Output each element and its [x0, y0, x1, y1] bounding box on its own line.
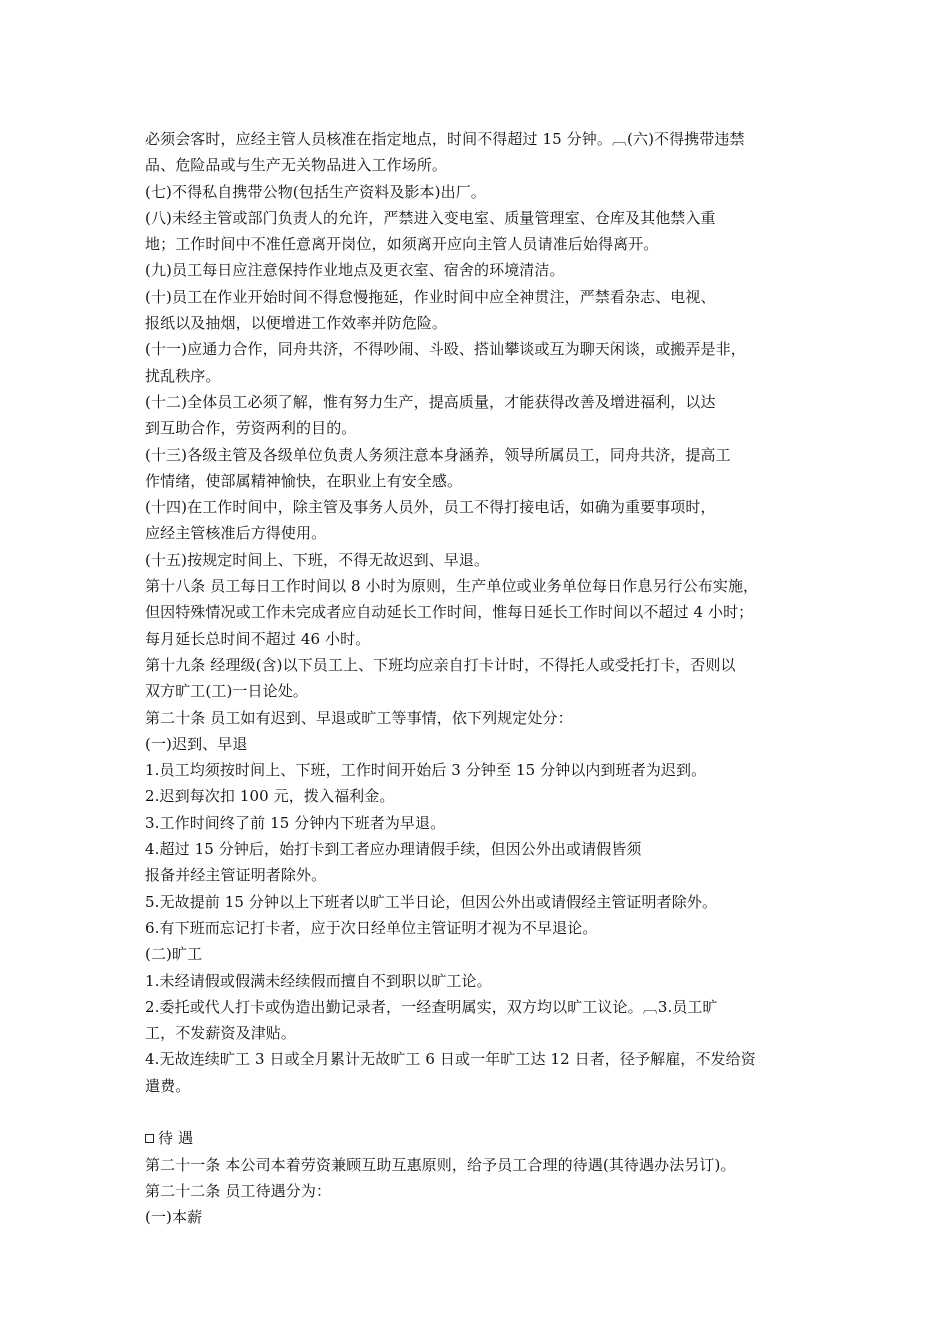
checkbox-square-icon	[145, 1134, 154, 1143]
text-line: 1.未经请假或假满未经续假而擅自不到职以旷工论。	[145, 971, 492, 990]
text-line: 到互助合作，劳资两利的目的。	[145, 419, 357, 438]
text-line: 双方旷工(工)一日论处。	[145, 682, 308, 701]
text-line: 报纸以及抽烟，以便增进工作效率并防危险。	[145, 314, 448, 333]
text-line: (十一)应通力合作，同舟共济，不得吵闹、斗殴、搭讪攀谈或互为聊天闲谈，或搬弄是非，	[145, 340, 746, 359]
treatment-block	[145, 1152, 825, 1231]
text-line: 必须会客时，应经主管人员核准在指定地点，时间不得超过 15 分钟。︹(六)不得携带违禁	[145, 130, 745, 148]
text-line: 2.迟到每次扣 100 元，拨入福利金。	[145, 787, 395, 806]
text-line: 4.无故连续旷工 3 日或全月累计无故旷工 6 日或一年旷工达 12 日者，径予解雇，不发给资	[145, 1050, 756, 1069]
text-line: 6.有下班而忘记打卡者，应于次日经单位主管证明才视为不早退论。	[145, 918, 598, 937]
text-line: (九)员工每日应注意保持作业地点及更衣室、宿舍的环境清洁。	[145, 261, 565, 280]
text-line: (十四)在工作时间中，除主管及事务人员外，员工不得打接电话，如确为重要事项时，	[145, 498, 716, 517]
section-heading-text: 待 遇	[158, 1129, 194, 1148]
text-line: 3.工作时间终了前 15 分钟内下班者为早退。	[145, 813, 446, 832]
text-line: (七)不得私自携带公物(包括生产资料及影本)出厂。	[145, 182, 486, 201]
text-line: (八)未经主管或部门负责人的允许，严禁进入变电室、质量管理室、仓库及其他禁入重	[145, 208, 716, 227]
text-line: 遣费。	[145, 1076, 191, 1095]
text-line: 扰乱秩序。	[145, 366, 221, 385]
text-line: (一)本薪	[145, 1208, 203, 1227]
text-line: 2.委托或代人打卡或伪造出勤记录者，一经查明属实，双方均以旷工议论。︹3.员工旷	[145, 997, 718, 1016]
rules-block	[145, 126, 825, 1099]
text-line: 工，不发薪资及津贴。	[145, 1024, 297, 1043]
text-line: 作情绪，使部属精神愉快，在职业上有安全感。	[145, 471, 463, 490]
text-line: (一)迟到、早退	[145, 734, 248, 753]
text-line: 第十九条 经理级(含)以下员工上、下班均应亲自打卡计时，不得托人或受托打卡，否则以	[145, 655, 736, 674]
text-line: 第二十一条 本公司本着劳资兼顾互助互惠原则，给予员工合理的待遇(其待遇办法另订)。	[145, 1155, 736, 1174]
text-line: 第二十条 员工如有迟到、早退或旷工等事情，依下列规定处分：	[145, 708, 573, 727]
text-line: 报备并经主管证明者除外。	[145, 866, 327, 885]
text-line: 每月延长总时间不超过 46 小时。	[145, 629, 371, 648]
text-line: 1.员工均须按时间上、下班，工作时间开始后 3 分钟至 15 分钟以内到班者为迟到。	[145, 761, 707, 780]
text-line: (十二)全体员工必须了解，惟有努力生产，提高质量，才能获得改善及增进福利，以达	[145, 392, 716, 411]
text-line: 第二十二条 员工待遇分为：	[145, 1181, 332, 1200]
text-line: (十五)按规定时间上、下班，不得无故迟到、早退。	[145, 550, 490, 569]
text-line: 但因特殊情况或工作未完成者应自动延长工作时间，惟每日延长工作时间以不超过 4 小时；	[145, 603, 754, 622]
section-heading	[145, 1125, 825, 1151]
paragraph-gap	[145, 1099, 825, 1125]
text-line: 4.超过 15 分钟后，始打卡到工者应办理请假手续，但因公外出或请假皆须	[145, 840, 642, 859]
text-line: (十三)各级主管及各级单位负责人务须注意本身涵养，领导所属员工，同舟共济，提高工	[145, 445, 731, 464]
text-line: (十)员工在作业开始时间不得怠慢拖延，作业时间中应全神贯注，严禁看杂志、电视、	[145, 287, 716, 306]
text-line: 应经主管核准后方得使用。	[145, 524, 327, 543]
document-body	[145, 126, 825, 1230]
text-line: (二)旷工	[145, 945, 203, 964]
text-line: 第十八条 员工每日工作时间以 8 小时为原则，生产单位或业务单位每日作息另行公布实施，	[145, 577, 759, 596]
text-line: 地；工作时间中不准任意离开岗位，如须离开应向主管人员请准后始得离开。	[145, 235, 659, 254]
text-line: 5.无故提前 15 分钟以上下班者以旷工半日论，但因公外出或请假经主管证明者除外。	[145, 892, 718, 911]
text-line: 品、危险品或与生产无关物品进入工作场所。	[145, 156, 448, 175]
